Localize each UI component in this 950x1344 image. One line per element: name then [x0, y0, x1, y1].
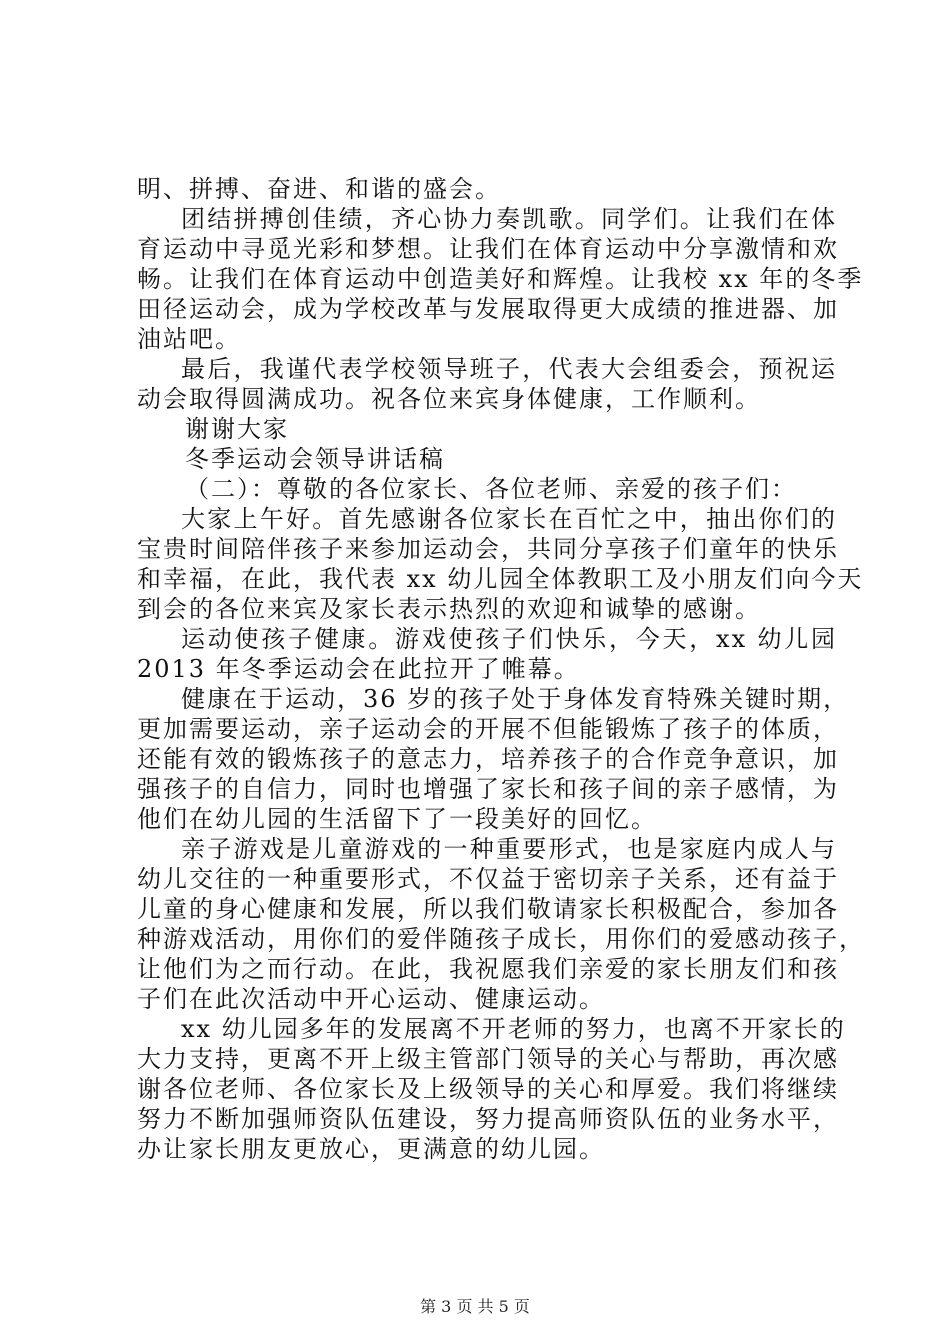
text-line: 努力不断加强师资队伍建设，努力提高师资队伍的业务水平，	[137, 1105, 839, 1133]
text-line: 还能有效的锻炼孩子的意志力，培养孩子的合作竞争意识，加	[137, 745, 839, 773]
text-line: 大力支持，更离不开上级主管部门领导的关心与帮助，再次感	[137, 1045, 839, 1073]
text-line: 最后，我谨代表学校领导班子，代表大会组委会，预祝运	[181, 355, 837, 383]
text-line: 健康在于运动，36 岁的孩子处于身体发育特殊关键时期，	[181, 685, 850, 713]
text-line: 亲子游戏是儿童游戏的一种重要形式，也是家庭内成人与	[181, 835, 837, 863]
text-line: 让他们为之而行动。在此，我祝愿我们亲爱的家长朋友们和孩	[137, 955, 839, 983]
text-line: 他们在幼儿园的生活留下了一段美好的回忆。	[137, 805, 657, 833]
document-body	[137, 174, 865, 1164]
text-line: （二）：尊敬的各位家长、各位老师、亲爱的孩子们：	[185, 475, 797, 503]
text-line: 到会的各位来宾及家长表示热烈的欢迎和诚挚的感谢。	[137, 595, 761, 623]
text-line: 谢谢大家	[185, 415, 289, 443]
text-line: 强孩子的自信力，同时也增强了家长和孩子间的亲子感情，为	[137, 775, 839, 803]
text-line: 畅。让我们在体育运动中创造美好和辉煌。让我校 xx 年的冬季	[137, 265, 864, 293]
text-line: 明、拼搏、奋进、和谐的盛会。	[137, 175, 501, 203]
text-line: 种游戏活动，用你们的爱伴随孩子成长，用你们的爱感动孩子，	[137, 925, 865, 953]
text-line: 大家上午好。首先感谢各位家长在百忙之中，抽出你们的	[181, 505, 837, 533]
text-line: 团结拼搏创佳绩，齐心协力奏凯歌。同学们。让我们在体	[181, 205, 837, 233]
text-line: 田径运动会，成为学校改革与发展取得更大成绩的推进器、加	[137, 295, 839, 323]
text-line: 动会取得圆满成功。祝各位来宾身体健康，工作顺利。	[137, 385, 761, 413]
text-line: 油站吧。	[137, 325, 241, 353]
text-line: 和幸福，在此，我代表 xx 幼儿园全体教职工及小朋友们向今天	[137, 565, 864, 593]
text-line: 子们在此次活动中开心运动、健康运动。	[137, 985, 605, 1013]
text-line: 育运动中寻觅光彩和梦想。让我们在体育运动中分享激情和欢	[137, 235, 839, 263]
text-line: 更加需要运动，亲子运动会的开展不但能锻炼了孩子的体质，	[137, 715, 839, 743]
text-line: 办让家长朋友更放心，更满意的幼儿园。	[137, 1135, 605, 1163]
text-line: 谢各位老师、各位家长及上级领导的关心和厚爱。我们将继续	[137, 1075, 839, 1103]
text-line: 宝贵时间陪伴孩子来参加运动会，共同分享孩子们童年的快乐	[137, 535, 839, 563]
text-line: 儿童的身心健康和发展，所以我们敬请家长积极配合，参加各	[137, 895, 839, 923]
text-line: 幼儿交往的一种重要形式，不仅益于密切亲子关系，还有益于	[137, 865, 839, 893]
text-line: xx 幼儿园多年的发展离不开老师的努力，也离不开家长的	[181, 1015, 846, 1043]
page-number-footer: 第 3 页 共 5 页	[420, 1297, 530, 1316]
text-line: 运动使孩子健康。游戏使孩子们快乐，今天，xx 幼儿园	[181, 625, 837, 653]
text-line: 2013 年冬季运动会在此拉开了帷幕。	[137, 655, 580, 683]
document-subtitle: 冬季运动会领导讲话稿	[185, 445, 445, 473]
